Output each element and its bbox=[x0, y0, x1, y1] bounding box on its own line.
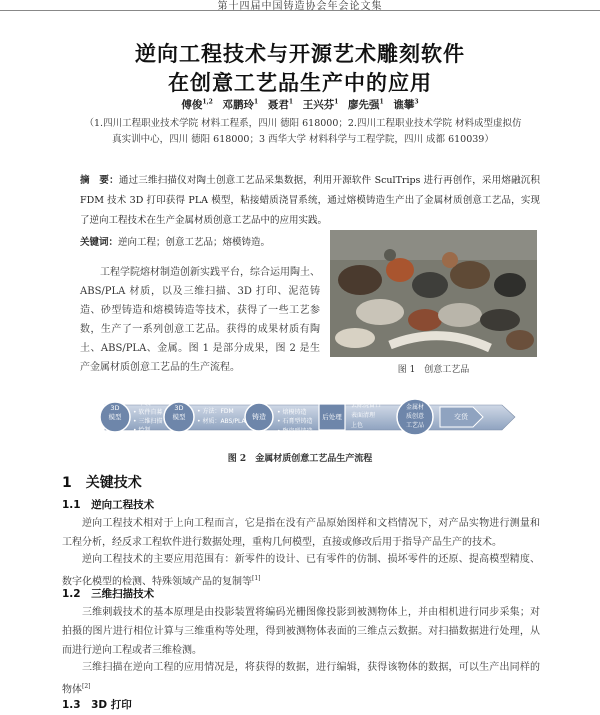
flow-node-metal-craft: 金属材 质创意 工艺品 bbox=[405, 404, 424, 429]
keywords-text: 逆向工程；创意工艺品；熔模铸造。 bbox=[118, 237, 271, 248]
abstract-text: 通过三维扫描仪对陶土创意工艺品采集数据，利用开源软件 SculTrips 进行再创作，采用熔融沉积 FDM 技术 3D 打印获得 PLA 模型，粘接蜡质浇冒系统，通过熔模铸造生产出了金属材质创意工艺品，实现了逆向工程技术在生产金属材质创意工艺品中的应用实践。 bbox=[80, 175, 540, 226]
flow-node-3d-model-1: 3D 模型 bbox=[108, 404, 122, 421]
section-1-3-heading: 1.3 3D 打印 bbox=[62, 699, 132, 711]
author-name: 聂君$^1$ bbox=[267, 98, 294, 111]
flow-list-2: • 方法：FDM • 材质：ABS/PLA bbox=[197, 408, 246, 425]
figure-1-photo bbox=[330, 230, 537, 357]
author-list bbox=[0, 97, 600, 112]
section-1-heading: 1 关键技术 bbox=[62, 475, 142, 491]
author-name: 廖先强$^1$ bbox=[348, 98, 384, 111]
running-header: 第十四届中国铸造协会年会论文集 bbox=[217, 1, 383, 12]
flow-list-3: • 砂型铸造 • 熔模铸造 • 石膏型铸造 • 陶瓷型铸造 bbox=[277, 399, 313, 435]
flow-node-post-process: 后处理 bbox=[322, 413, 342, 421]
section-1-2-paragraph-1: 三维刺载技术的基本原理是由投影装置将编码光栅图像投影到被测物体上，并由相机进行同步采集；对拍摄的图片进行相位计算与三维重构等处理，得到被测物体表面的三维点云数据。对扫描数据进行处理，从而进行逆向工程或者三维检测。 bbox=[62, 607, 540, 656]
running-header-band bbox=[0, 0, 600, 11]
author-name: 邓鹏玲$^1$ bbox=[222, 98, 259, 111]
abstract bbox=[80, 171, 540, 231]
author-name: 傅俊$^{1,2}$ bbox=[181, 98, 213, 111]
figure-2-flow bbox=[97, 395, 517, 440]
abstract-label: 摘 要： bbox=[80, 175, 119, 186]
title-line-1: 逆向工程技术与开源艺术雕刻软件 bbox=[135, 42, 465, 66]
craft-photo-graphic bbox=[330, 230, 537, 357]
title-line-2: 在创意工艺品生产中的应用 bbox=[168, 71, 432, 95]
flow-node-3d-model-2: 3D 模型 bbox=[172, 404, 186, 421]
author-name: 王兴芬$^1$ bbox=[302, 98, 339, 111]
affiliation-line-1: （1.四川工程职业技术学院 材料工程系，四川 德阳 618000；2.四川工程职业技术学院 材料成型虚拟仿 bbox=[84, 118, 522, 129]
flow-list-1: • 下载 • 软件自募 • 三维扫描 • 绘制 bbox=[133, 400, 163, 434]
section-1-2-heading: 1.2 三维扫描技术 bbox=[62, 588, 155, 600]
keywords-label: 关键词： bbox=[80, 237, 119, 248]
section-1-2-paragraph-2: 三维扫描在逆向工程的应用情况是，将获得的数据，进行编辑，获得该物体的数据，可以生产出同样的物体[2] bbox=[62, 662, 540, 696]
flow-node-casting: 铸造 bbox=[252, 413, 266, 421]
figure-1-caption: 图 1 创意工艺品 bbox=[397, 365, 470, 375]
flow-node-delivery: 交货 bbox=[454, 413, 468, 421]
flow-list-4: 去除浇冒口 表面清理 上色 bbox=[351, 402, 382, 429]
citation-ref: [2] bbox=[82, 683, 91, 690]
intro-paragraph: 工程学院熔材制造创新实践平台，综合运用陶土、ABS/PLA 材质，以及三维扫描、3D 打印、泥范铸造、砂型铸造和熔模铸造等技术，获得了一些工艺参数，生产了一系列创意工艺品。获得的成果材质有陶土、ABS/PLA、金属。图 1 是部分成果，图 2 是生产金属材质创意工艺品的生产流程。 bbox=[80, 267, 320, 373]
affiliation-line-2: 真实训中心，四川 德阳 618000；3 西华大学 材料科学与工程学院，四川 成都 610039） bbox=[112, 134, 494, 145]
citation-ref: [1] bbox=[252, 575, 261, 582]
section-1-1-paragraph-1: 逆向工程技术相对于上向工程而言，它是指在没有产品原始图样和文档情况下，对产品实物进行测量和工程分析，经反求工程软件进行数据处理，重构几何模型，直接或修改后用于指导产品生产的技术。 bbox=[62, 518, 540, 548]
author-name: 谯攀$^3$ bbox=[393, 98, 419, 111]
section-1-1-paragraph-2: 逆向工程技术的主要应用范围有：新零件的设计、已有零件的仿制、损坏零件的还原、提高模型精度、数字化模型的检测、特殊领域产品的复制等[1] bbox=[62, 554, 540, 588]
section-1-1-heading: 1.1 逆向工程技术 bbox=[62, 499, 155, 511]
figure-2-caption: 图 2 金属材质创意工艺品生产流程 bbox=[227, 454, 373, 464]
